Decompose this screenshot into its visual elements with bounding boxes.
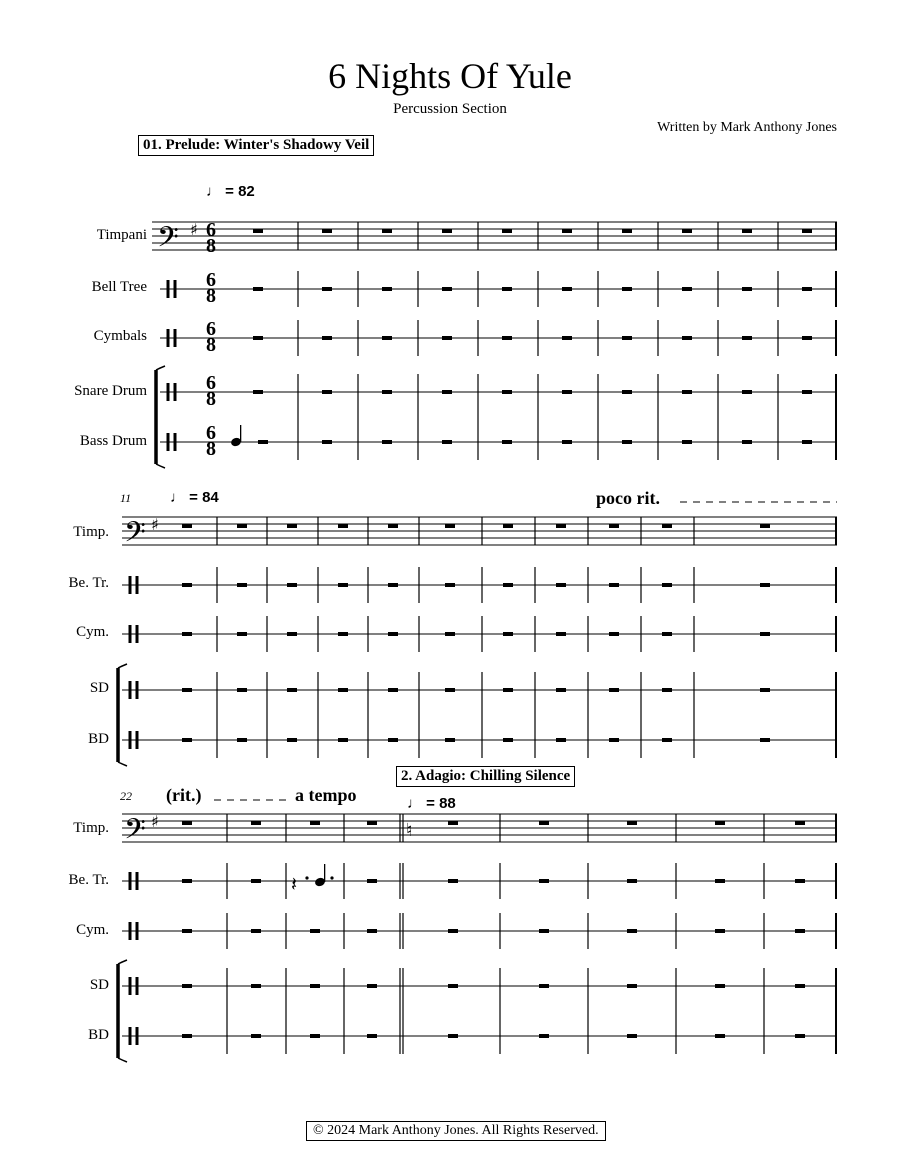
tempo-marking-84: ♩ = 84 <box>170 489 219 506</box>
instrument-label-be-tr: Be. Tr. <box>68 575 109 591</box>
svg-text:6: 6 <box>206 318 216 340</box>
instrument-label-sd: SD <box>89 977 109 993</box>
instrument-label-cym: Cym. <box>76 624 109 640</box>
svg-text:8: 8 <box>206 285 216 307</box>
svg-text:𝄢: 𝄢 <box>124 813 146 853</box>
score-title: 6 Nights Of Yule <box>328 56 572 96</box>
tempo-marking-88: ♩ = 88 <box>407 795 456 812</box>
instrument-label-be-tr: Be. Tr. <box>68 872 109 888</box>
svg-text:6: 6 <box>206 372 216 394</box>
svg-text:8: 8 <box>206 235 216 257</box>
instrument-label-sd: SD <box>89 680 109 696</box>
instrument-label-snare-drum: Snare Drum <box>74 383 147 399</box>
instrument-label-cymbals: Cymbals <box>93 328 147 344</box>
rehearsal-mark-adagio: 2. Adagio: Chilling Silence <box>396 766 575 787</box>
instrument-label-cym: Cym. <box>76 922 109 938</box>
composer-credit: Written by Mark Anthony Jones <box>657 120 837 135</box>
expression-a-tempo: a tempo <box>295 785 357 805</box>
measure-number-22: 22 <box>120 789 132 803</box>
svg-text:𝄢: 𝄢 <box>124 516 146 556</box>
svg-text:𝄽: 𝄽 <box>291 872 298 896</box>
svg-text:6: 6 <box>206 422 216 444</box>
score-subtitle: Percussion Section <box>393 101 507 117</box>
svg-text:8: 8 <box>206 438 216 460</box>
tempo-marking-82: ♩ = 82 <box>206 183 255 200</box>
svg-text:𝄢: 𝄢 <box>157 221 179 261</box>
svg-text:6: 6 <box>206 269 216 291</box>
instrument-label-timp: Timp. <box>73 524 109 540</box>
copyright-notice: © 2024 Mark Anthony Jones. All Rights Reserved. <box>306 1121 606 1141</box>
svg-text:6: 6 <box>206 219 216 241</box>
svg-text:♯: ♯ <box>190 220 198 239</box>
svg-text:♯: ♯ <box>151 515 159 534</box>
instrument-label-timpani: Timpani <box>96 227 147 243</box>
instrument-label-bass-drum: Bass Drum <box>79 433 147 449</box>
instrument-label-bell-tree: Bell Tree <box>91 279 147 295</box>
instrument-label-bd: BD <box>88 1027 109 1043</box>
svg-text:♮: ♮ <box>406 820 413 841</box>
measure-number-11: 11 <box>120 491 132 505</box>
expression-poco-rit: poco rit. <box>596 488 660 508</box>
rehearsal-mark-prelude: 01. Prelude: Winter's Shadowy Veil <box>138 135 374 156</box>
expression-rit: (rit.) <box>166 785 202 805</box>
svg-text:8: 8 <box>206 388 216 410</box>
instrument-label-timp: Timp. <box>73 820 109 836</box>
instrument-label-bd: BD <box>88 731 109 747</box>
svg-text:♯: ♯ <box>151 812 159 831</box>
svg-text:8: 8 <box>206 334 216 356</box>
